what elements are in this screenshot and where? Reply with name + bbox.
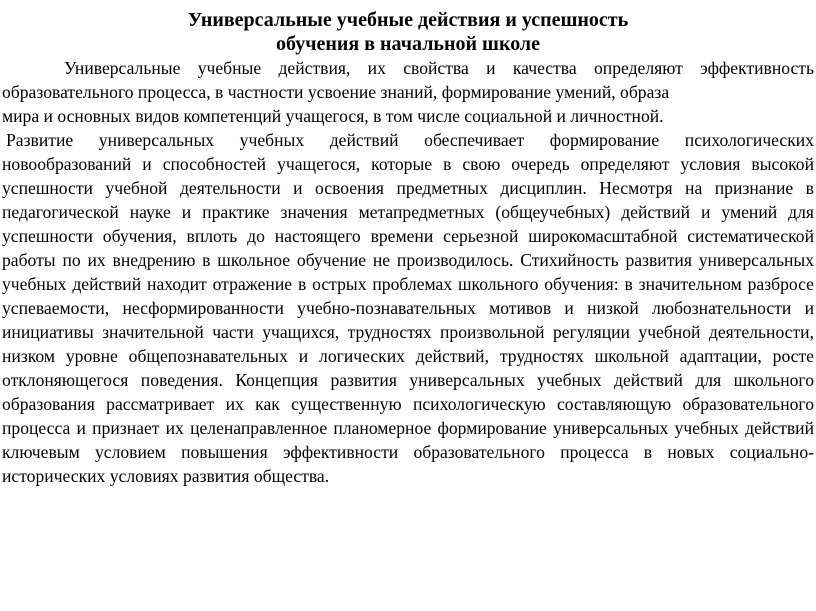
paragraph-3: Развитие универсальных учебных действий обеспечивает формирование психологических новообразований и способностей учащегося, которые в свою очередь определяют условия высокой успешности учебной деятельности и освоения предметных дисциплин. Несмотря на признание в педагогической науке и практике значения метапредметных (общеучебных) действий и умений для успешности обучения, вплоть до настоящего времени серьезной широкомасштабной систематической работы по их внедрению в школьное обучение не производилось. Стихийность развития универсальных учебных действий находит отражение в острых проблемах школьного обучения: в значительном разбросе успеваемости, несформированности учебно-познавательных мотивов и низкой любознательности и инициативы значительной части учащихся, трудностях произвольной регуляции учебной деятельности, низком уровне общепознавательных и логических действий, трудностях школьной адаптации, росте отклоняющегося поведения. Концепция развития универсальных учебных действий для школьного образования рассматривает их как существенную психологическую составляющую образовательного процесса и признает их целенаправленное планомерное формирование универсальных учебных действий ключевым условием повышения эффективности образовательного процесса в новых социально-исторических условиях развития общества. [2, 130, 814, 486]
title-line-2: обучения в начальной школе [275, 33, 541, 55]
document-body [2, 56, 814, 488]
title-line-1: Универсальные учебные действия и успешность [187, 9, 629, 31]
document-title [0, 8, 816, 56]
paragraph-1: Универсальные учебные действия, их свойства и качества определяют эффективность образовательного процесса, в частности усвоение знаний, формирование умений, образа [2, 58, 814, 102]
paragraph-2: мира и основных видов компетенций учащегося, в том числе социальной и личностной. [2, 106, 664, 126]
